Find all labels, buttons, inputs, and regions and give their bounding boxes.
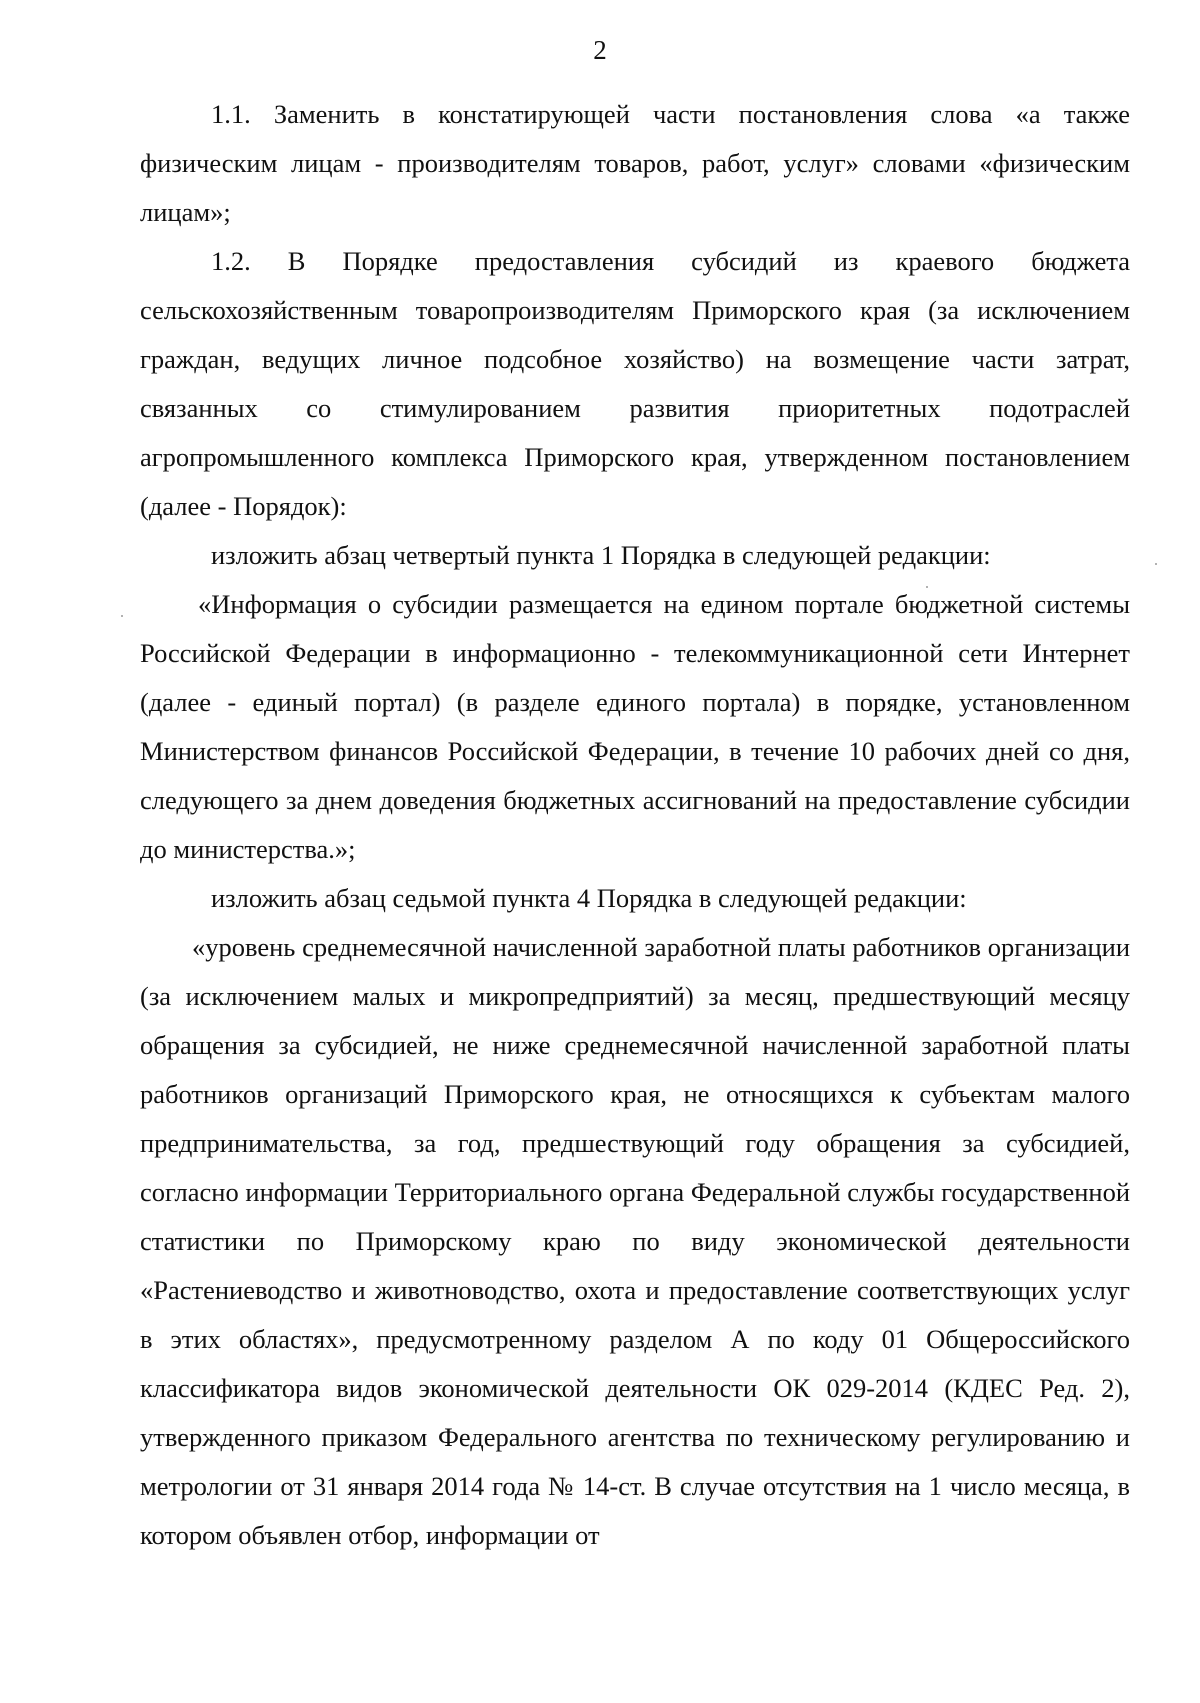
document-body [140,90,1130,1560]
scan-artifact-dot [926,586,928,588]
scan-artifact-dot [121,615,123,617]
page-number: 2 [593,35,607,65]
paragraph-amend-intro-1: изложить абзац четвертый пункта 1 Порядка в следующей редакции: [211,540,991,570]
paragraph-1-1: 1.1. Заменить в констатирующей части постановления слова «а также физическим лицам - производителям товаров, работ, услуг» словами «физическим лицам»; [140,99,1130,227]
paragraph-1-2: 1.2. В Порядке предоставления субсидий из краевого бюджета сельскохозяйственным товаропроизводителям Приморского края (за исключением граждан, ведущих личное подсобное хозяйство) на возмещение части затрат, связанных со стимулированием развития приоритетных подотраслей агропромышленного комплекса Приморского края, утвержденном постановлением (далее - Порядок): [140,246,1130,521]
paragraph-quoted-subsidy-info: «Информация о субсидии размещается на едином портале бюджетной системы Российской Федерации в информационно - телекоммуникационной сети Интернет (далее - единый портал) (в разделе единого портала) в порядке, установленном Министерством финансов Российской Федерации, в течение 10 рабочих дней со дня, следующего за днем доведения бюджетных ассигнований на предоставление субсидии до министерства.»; [140,589,1130,864]
paragraph-amend-intro-4: изложить абзац седьмой пункта 4 Порядка в следующей редакции: [211,883,967,913]
scan-artifact-dot [1155,563,1157,565]
paragraph-quoted-salary-level: «уровень среднемесячной начисленной заработной платы работников организации (за исключением малых и микропредприятий) за месяц, предшествующий месяцу обращения за субсидией, не ниже среднемесячной начисленной заработной платы работников организаций Приморского края, не относящихся к субъектам малого предпринимательства, за год, предшествующий году обращения за субсидией, согласно информации Территориального органа Федеральной службы государственной статистики по Приморскому краю по виду экономической деятельности «Растениеводство и животноводство, охота и предоставление соответствующих услуг в этих областях», предусмотренному разделом А по коду 01 Общероссийского классификатора видов экономической деятельности ОК 029-2014 (КДЕС Ред. 2), утвержденного приказом Федерального агентства по техническому регулированию и метрологии от 31 января 2014 года № 14-ст. В случае отсутствия на 1 число месяца, в котором объявлен отбор, информации от [140,932,1130,1550]
